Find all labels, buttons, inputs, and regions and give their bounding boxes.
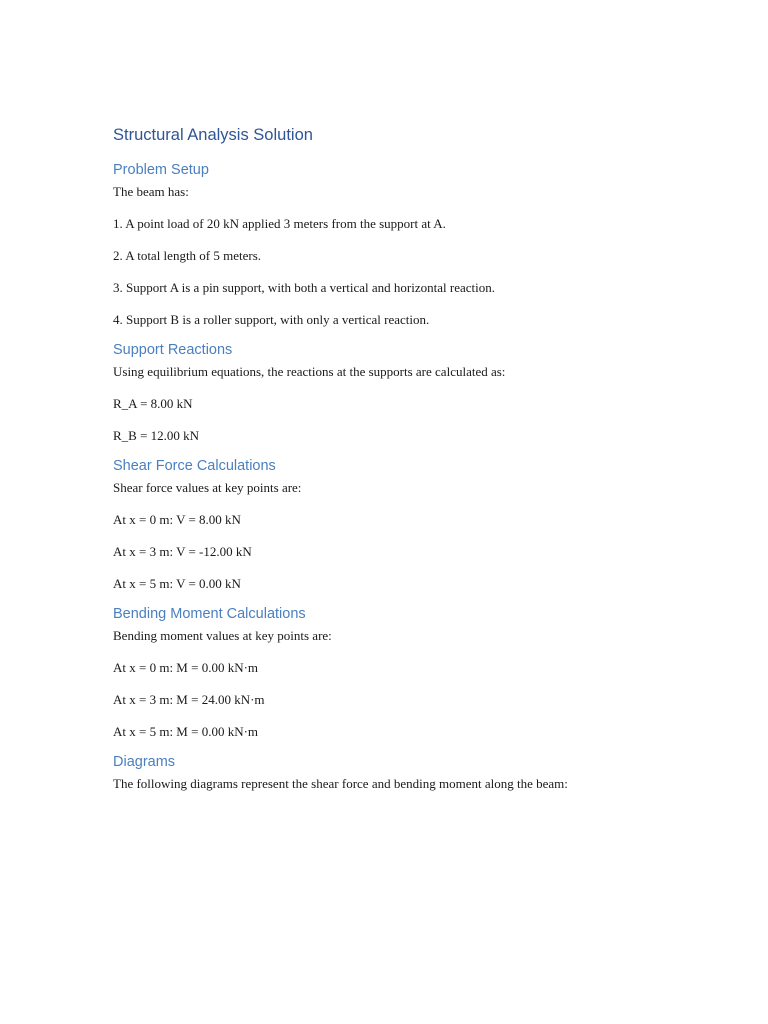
- paragraph: Bending moment values at key points are:: [113, 628, 332, 643]
- document-body: [113, 124, 673, 806]
- section-shear-force: [113, 456, 673, 594]
- result-line: At x = 0 m: V = 8.00 kN: [113, 512, 241, 527]
- section-diagrams: [113, 752, 673, 794]
- result-line: R_B = 12.00 kN: [113, 428, 200, 443]
- list-item: 1. A point load of 20 kN applied 3 meters from the support at A.: [113, 216, 446, 231]
- paragraph: The beam has:: [113, 184, 189, 199]
- result-line: At x = 0 m: M = 0.00 kN·m: [113, 660, 259, 675]
- section-support-reactions: [113, 340, 673, 446]
- result-line: At x = 3 m: V = -12.00 kN: [113, 544, 252, 559]
- result-line: At x = 5 m: M = 0.00 kN·m: [113, 724, 259, 739]
- section-heading: Diagrams: [113, 754, 176, 770]
- list-item: 4. Support B is a roller support, with only a vertical reaction.: [113, 312, 430, 327]
- paragraph: Using equilibrium equations, the reactions at the supports are calculated as:: [113, 364, 506, 379]
- section-problem-setup: [113, 160, 673, 330]
- section-heading: Bending Moment Calculations: [113, 606, 306, 622]
- paragraph: The following diagrams represent the shear force and bending moment along the beam:: [113, 776, 568, 791]
- section-heading: Problem Setup: [113, 162, 209, 178]
- document-title: Structural Analysis Solution: [113, 126, 313, 144]
- result-line: R_A = 8.00 kN: [113, 396, 193, 411]
- list-item: 2. A total length of 5 meters.: [113, 248, 262, 263]
- section-heading: Support Reactions: [113, 342, 233, 358]
- list-item: 3. Support A is a pin support, with both a vertical and horizontal reaction.: [113, 280, 495, 295]
- result-line: At x = 3 m: M = 24.00 kN·m: [113, 692, 265, 707]
- section-heading: Shear Force Calculations: [113, 458, 276, 474]
- paragraph: Shear force values at key points are:: [113, 480, 302, 495]
- section-bending-moment: [113, 604, 673, 742]
- result-line: At x = 5 m: V = 0.00 kN: [113, 576, 241, 591]
